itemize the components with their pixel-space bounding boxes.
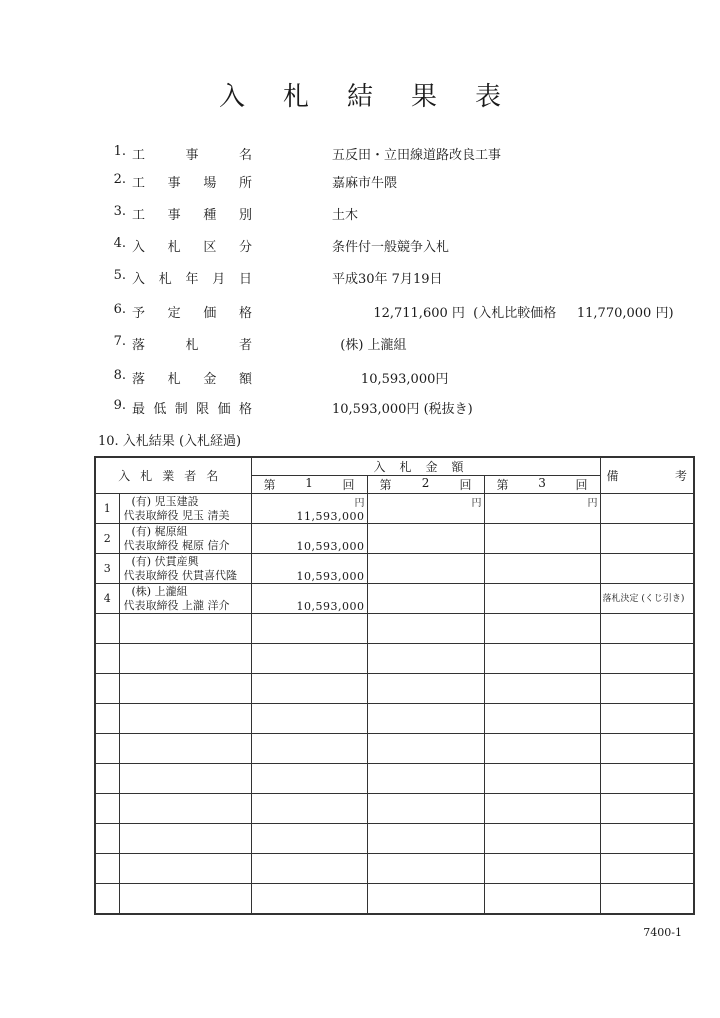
round-2-amount-cell xyxy=(367,584,484,614)
amount-wrap xyxy=(368,524,484,553)
company-name: (有) 児玉建設 xyxy=(131,495,199,508)
empty-cell xyxy=(484,734,600,764)
bid-amount: 10,593,000 xyxy=(296,570,365,583)
bidder-info xyxy=(120,524,251,553)
header-note-char-1: 備 xyxy=(606,469,619,483)
info-label-char: 工 xyxy=(132,208,146,223)
info-number: 6. xyxy=(113,302,126,317)
header-bidder-name: 入札業者名 xyxy=(95,457,251,494)
round-1-amount-cell xyxy=(251,494,367,524)
empty-cell xyxy=(367,644,484,674)
info-label-char: 低 xyxy=(153,402,167,417)
bidder-cell xyxy=(119,554,251,584)
empty-cell xyxy=(95,824,119,854)
info-value: 土木 xyxy=(332,208,359,223)
info-label xyxy=(132,268,252,287)
yen-unit: 円 xyxy=(587,498,598,509)
empty-cell xyxy=(484,884,600,915)
empty-cell xyxy=(367,704,484,734)
bidder-info xyxy=(120,494,251,523)
empty-cell xyxy=(251,674,367,704)
info-row xyxy=(0,236,720,260)
info-number: 9. xyxy=(113,398,126,413)
round-2-amount-cell xyxy=(367,554,484,584)
row-number: 1 xyxy=(95,494,119,524)
info-row xyxy=(0,302,720,326)
row-number: 3 xyxy=(95,554,119,584)
info-row xyxy=(0,268,720,292)
info-value: 条件付一般競争入札 xyxy=(332,240,450,255)
amount-wrap xyxy=(368,554,484,583)
info-label xyxy=(132,334,252,353)
company-name: (有) 梶原組 xyxy=(131,525,188,538)
representative-name: 代表取締役 梶原 信介 xyxy=(123,539,230,552)
note-text xyxy=(601,524,694,531)
note-cell xyxy=(600,524,694,554)
info-label-char: 分 xyxy=(238,240,252,255)
representative-name: 代表取締役 上瀧 洋介 xyxy=(123,599,230,612)
info-number: 5. xyxy=(113,268,126,283)
round-2-amount-cell xyxy=(367,524,484,554)
round-3-amount-cell xyxy=(484,554,600,584)
representative-name: 代表取締役 児玉 清美 xyxy=(123,509,230,522)
empty-table-row xyxy=(95,824,694,854)
amount-wrap xyxy=(252,554,367,583)
empty-cell xyxy=(367,734,484,764)
empty-table-row xyxy=(95,764,694,794)
info-label-char: 工 xyxy=(132,148,146,163)
info-label-char: 事 xyxy=(167,176,181,191)
info-label-char: 所 xyxy=(238,176,252,191)
empty-cell xyxy=(251,704,367,734)
info-value: 10,593,000円 xyxy=(332,372,449,387)
info-label-char: 年 xyxy=(185,272,199,287)
empty-cell xyxy=(484,794,600,824)
info-row xyxy=(0,398,720,422)
empty-cell xyxy=(251,734,367,764)
info-label xyxy=(132,398,252,417)
info-number: 8. xyxy=(113,368,126,383)
empty-cell xyxy=(367,854,484,884)
empty-cell xyxy=(251,614,367,644)
empty-cell xyxy=(119,764,251,794)
empty-cell xyxy=(95,764,119,794)
representative-name: 代表取締役 伏貫喜代隆 xyxy=(123,569,237,582)
bidder-cell xyxy=(119,584,251,614)
info-label-char: 金 xyxy=(203,372,217,387)
empty-cell xyxy=(95,794,119,824)
info-row xyxy=(0,144,720,168)
empty-table-row xyxy=(95,854,694,884)
amount-wrap xyxy=(485,584,600,613)
info-label xyxy=(132,302,252,321)
yen-unit: 円 xyxy=(471,498,482,509)
info-label-char: 日 xyxy=(238,272,252,287)
round-1-amount-cell xyxy=(251,554,367,584)
yen-unit: 円 xyxy=(354,498,365,509)
empty-cell xyxy=(484,824,600,854)
bidder-info xyxy=(120,554,251,583)
info-row xyxy=(0,368,720,392)
bidder-info xyxy=(120,584,251,613)
amount-wrap xyxy=(252,494,367,523)
info-label xyxy=(132,172,252,191)
note-cell xyxy=(600,494,694,524)
round-3-amount-cell xyxy=(484,584,600,614)
amount-wrap xyxy=(485,494,600,523)
company-name: (株) 上瀧組 xyxy=(131,585,188,598)
info-value: 五反田・立田線道路改良工事 xyxy=(332,148,502,163)
empty-cell xyxy=(251,794,367,824)
page-title: 入札結果表 xyxy=(218,82,539,112)
empty-cell xyxy=(484,644,600,674)
info-label-char: 別 xyxy=(238,208,252,223)
results-table xyxy=(94,456,695,915)
info-label-char: 額 xyxy=(238,372,252,387)
empty-cell xyxy=(367,884,484,915)
empty-cell xyxy=(600,794,694,824)
round-1-amount-cell xyxy=(251,584,367,614)
empty-cell xyxy=(600,644,694,674)
info-label-char: 名 xyxy=(238,148,252,163)
empty-cell xyxy=(367,674,484,704)
info-label-char: 札 xyxy=(167,240,181,255)
empty-table-row xyxy=(95,644,694,674)
amount-wrap xyxy=(252,524,367,553)
empty-cell xyxy=(251,764,367,794)
empty-cell xyxy=(484,674,600,704)
empty-cell xyxy=(251,824,367,854)
info-label-char: 定 xyxy=(167,306,181,321)
info-row xyxy=(0,334,720,358)
note-text: 落札決定 (くじ引き) xyxy=(602,594,685,604)
empty-cell xyxy=(367,794,484,824)
table-row xyxy=(95,554,694,584)
info-value: 嘉麻市牛隈 xyxy=(332,176,398,191)
section-label-results: 10. 入札結果 (入札経過) xyxy=(98,434,242,449)
empty-cell xyxy=(484,614,600,644)
info-label-char: 落 xyxy=(132,338,146,353)
amount-wrap xyxy=(252,584,367,613)
info-label-char: 札 xyxy=(185,338,199,353)
empty-cell xyxy=(600,764,694,794)
round-1-amount-cell xyxy=(251,524,367,554)
note-text xyxy=(601,494,694,501)
empty-cell xyxy=(484,764,600,794)
table-row xyxy=(95,584,694,614)
info-label-char: 限 xyxy=(196,402,210,417)
round-3-amount-cell xyxy=(484,494,600,524)
empty-cell xyxy=(600,614,694,644)
empty-cell xyxy=(119,824,251,854)
info-label xyxy=(132,204,252,223)
empty-table-row xyxy=(95,734,694,764)
info-label-char: 落 xyxy=(132,372,146,387)
empty-table-row xyxy=(95,614,694,644)
header-note xyxy=(600,457,694,494)
empty-cell xyxy=(484,704,600,734)
info-label-char: 者 xyxy=(238,338,252,353)
info-label-char: 事 xyxy=(185,148,199,163)
empty-cell xyxy=(119,614,251,644)
empty-cell xyxy=(95,854,119,884)
empty-table-row xyxy=(95,704,694,734)
info-label-char: 入 xyxy=(132,240,146,255)
info-label-char: 入 xyxy=(132,272,146,287)
note-text xyxy=(601,554,694,561)
info-number: 3. xyxy=(113,204,126,219)
empty-cell xyxy=(119,734,251,764)
amount-wrap xyxy=(485,524,600,553)
round-3-amount-cell xyxy=(484,524,600,554)
empty-cell xyxy=(484,854,600,884)
note-cell xyxy=(600,584,694,614)
empty-cell xyxy=(600,824,694,854)
header-round-3: 第 3 回 xyxy=(484,476,600,494)
info-label-char: 予 xyxy=(132,306,146,321)
empty-cell xyxy=(600,674,694,704)
info-label-char: 最 xyxy=(132,402,146,417)
row-number: 4 xyxy=(95,584,119,614)
info-label-char: 札 xyxy=(167,372,181,387)
empty-cell xyxy=(367,614,484,644)
empty-cell xyxy=(119,644,251,674)
info-label-char: 種 xyxy=(203,208,217,223)
info-label xyxy=(132,236,252,255)
empty-cell xyxy=(95,674,119,704)
info-value: (株) 上瀧組 xyxy=(332,338,407,353)
empty-table-row xyxy=(95,674,694,704)
empty-cell xyxy=(119,794,251,824)
empty-cell xyxy=(251,884,367,915)
info-label xyxy=(132,144,252,163)
header-note-char-2: 考 xyxy=(675,469,688,483)
info-label-char: 格 xyxy=(238,306,252,321)
info-label-char: 場 xyxy=(203,176,217,191)
amount-wrap xyxy=(485,554,600,583)
bidder-cell xyxy=(119,524,251,554)
empty-cell xyxy=(119,884,251,915)
info-number: 4. xyxy=(113,236,126,251)
empty-cell xyxy=(251,854,367,884)
empty-cell xyxy=(95,614,119,644)
empty-cell xyxy=(119,854,251,884)
header-bid-amount: 入札金額 xyxy=(251,457,600,476)
company-name: (有) 伏貫産興 xyxy=(131,555,199,568)
info-label-char: 価 xyxy=(203,306,217,321)
row-number: 2 xyxy=(95,524,119,554)
empty-cell xyxy=(367,824,484,854)
info-value: 10,593,000円 (税抜き) xyxy=(332,402,473,417)
info-label-char: 制 xyxy=(174,402,188,417)
bid-amount: 10,593,000 xyxy=(296,540,365,553)
info-label-char: 月 xyxy=(212,272,226,287)
info-label xyxy=(132,368,252,387)
info-label-char: 札 xyxy=(158,272,172,287)
empty-cell xyxy=(600,854,694,884)
empty-cell xyxy=(600,884,694,915)
empty-cell xyxy=(119,704,251,734)
amount-wrap xyxy=(368,584,484,613)
footer-code: 7400-1 xyxy=(643,926,682,939)
empty-cell xyxy=(251,644,367,674)
info-row xyxy=(0,204,720,228)
info-label-char: 区 xyxy=(203,240,217,255)
bidder-cell xyxy=(119,494,251,524)
info-number: 1. xyxy=(113,144,126,159)
info-number: 7. xyxy=(113,334,126,349)
empty-cell xyxy=(95,644,119,674)
header-round-2: 第 2 回 xyxy=(367,476,484,494)
empty-cell xyxy=(95,734,119,764)
bid-amount: 10,593,000 xyxy=(296,600,365,613)
empty-table-row xyxy=(95,794,694,824)
table-row xyxy=(95,494,694,524)
empty-cell xyxy=(600,704,694,734)
empty-cell xyxy=(95,884,119,915)
empty-table-row xyxy=(95,884,694,915)
amount-wrap xyxy=(368,494,484,523)
info-number: 2. xyxy=(113,172,126,187)
info-label-char: 格 xyxy=(238,402,252,417)
empty-cell xyxy=(119,674,251,704)
round-2-amount-cell xyxy=(367,494,484,524)
info-label-char: 工 xyxy=(132,176,146,191)
empty-cell xyxy=(367,764,484,794)
info-value: 12,711,600 円 (入札比較価格 11,770,000 円) xyxy=(332,306,674,321)
empty-cell xyxy=(600,734,694,764)
info-label-char: 事 xyxy=(167,208,181,223)
info-value: 平成30年 7月19日 xyxy=(332,272,443,287)
info-label-char: 価 xyxy=(217,402,231,417)
bid-amount: 11,593,000 xyxy=(296,510,365,523)
empty-cell xyxy=(95,704,119,734)
table-row xyxy=(95,524,694,554)
note-cell xyxy=(600,554,694,584)
info-row xyxy=(0,172,720,196)
header-round-1: 第 1 回 xyxy=(251,476,367,494)
